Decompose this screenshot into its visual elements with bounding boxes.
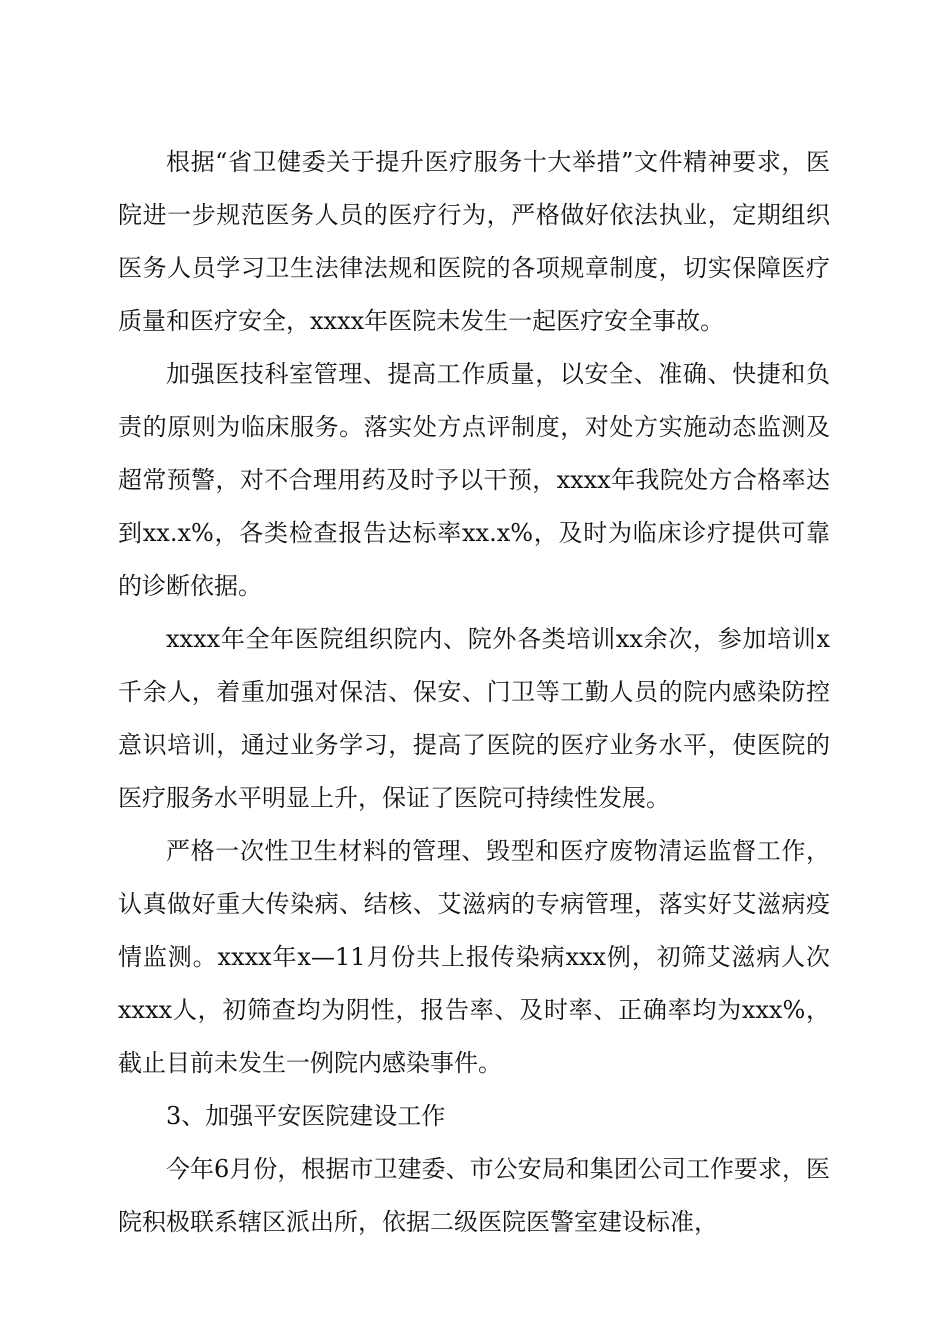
section-heading: 3、加强平安医院建设工作 — [166, 1102, 446, 1130]
document-body — [118, 136, 830, 1249]
paragraph-medical-safety: 根据“省卫健委关于提升医疗服务十大举措”文件精神要求，医院进一步规范医务人员的医疗行为，严格做好依法执业，定期组织医务人员学习卫生法律法规和医院的各项规章制度，切实保障医疗质量和医疗安全，xxxx年医院未发生一起医疗安全事故。 — [118, 148, 830, 335]
paragraph-training: xxxx年全年医院组织院内、院外各类培训xx余次，参加培训x千余人，着重加强对保洁、保安、门卫等工勤人员的院内感染防控意识培训，通过业务学习，提高了医院的医疗业务水平，使医院的医疗服务水平明显上升，保证了医院可持续性发展。 — [118, 625, 830, 812]
paragraph-safe-hospital: 今年6月份，根据市卫建委、市公安局和集团公司工作要求，医院积极联系辖区派出所，依据二级医院医警室建设标准， — [118, 1155, 830, 1236]
paragraph-infection-control: 严格一次性卫生材料的管理、毁型和医疗废物清运监督工作，认真做好重大传染病、结核、艾滋病的专病管理，落实好艾滋病疫情监测。xxxx年x—11月份共上报传染病xxx例，初筛艾滋病人次xxxx人，初筛查均为阴性，报告率、及时率、正确率均为xxx%，截止目前未发生一例院内感染事件。 — [118, 837, 830, 1077]
paragraph-medical-technology: 加强医技科室管理、提高工作质量，以安全、准确、快捷和负责的原则为临床服务。落实处方点评制度，对处方实施动态监测及超常预警，对不合理用药及时予以干预，xxxx年我院处方合格率达到xx.x%，各类检查报告达标率xx.x%，及时为临床诊疗提供可靠的诊断依据。 — [118, 360, 830, 600]
